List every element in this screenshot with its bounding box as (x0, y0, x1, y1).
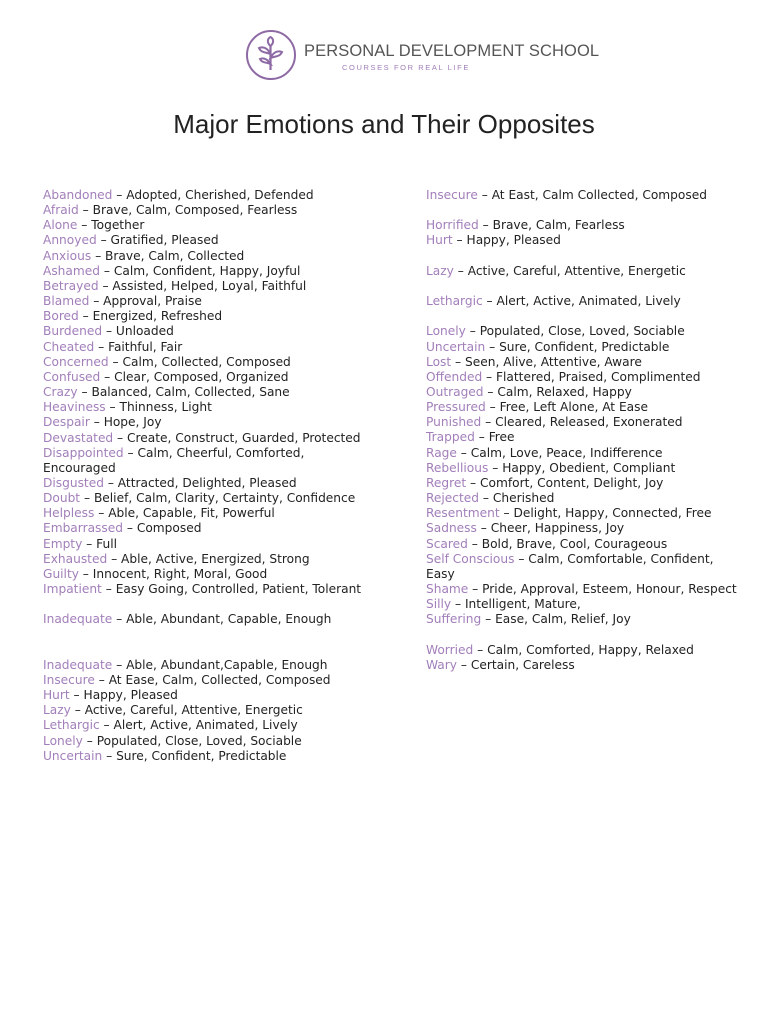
opposite-emotions: Composed (136, 521, 202, 536)
opposite-emotions: Unloaded (115, 324, 174, 339)
emotion-entry (43, 567, 393, 582)
opposite-emotions: Able, Abundant,Capable, Enough (126, 657, 328, 672)
emotion-entry (43, 673, 393, 688)
opposite-emotions: Alert, Active, Animated, Lively (496, 294, 681, 309)
opposite-emotions: Brave, Calm, Fearless (492, 218, 625, 233)
emotion-entry (426, 537, 768, 552)
emotion-word: Afraid (43, 203, 79, 218)
opposite-emotions: Bold, Brave, Cool, Courageous (481, 536, 668, 551)
emotion-entry (43, 688, 393, 703)
dash-separator: – (102, 324, 116, 339)
dash-separator: – (482, 369, 497, 384)
opposite-emotions: Assisted, Helped, Loyal, Faithful (112, 278, 307, 293)
dash-separator: – (485, 400, 500, 415)
opposite-emotions: Calm, Confident, Happy, Joyful (113, 263, 301, 278)
dash-separator: – (99, 718, 114, 733)
emotion-word: Concerned (43, 354, 109, 369)
dash-separator: – (102, 748, 117, 763)
emotion-word: Doubt (43, 491, 81, 506)
emotion-word: Anxious (43, 248, 92, 263)
emotion-word: Trapped (426, 430, 475, 445)
opposite-emotions: Free, Left Alone, At Ease (499, 400, 648, 415)
opposite-emotions: Pride, Approval, Esteem, Honour, Respect (482, 582, 737, 596)
dash-separator: – (451, 354, 466, 369)
emotion-word: Devastated (43, 430, 114, 445)
dash-separator: – (478, 218, 493, 233)
emotion-entry (43, 658, 393, 673)
dash-separator: – (94, 339, 109, 354)
dash-separator: – (69, 688, 84, 703)
dash-separator: – (465, 324, 480, 339)
emotion-word: Suffering (426, 612, 482, 627)
emotion-word: Disgusted (43, 475, 104, 490)
emotion-word: Self Conscious (426, 551, 515, 566)
emotion-entry (43, 521, 393, 536)
emotion-word: Resentment (426, 506, 500, 521)
opposite-emotions: Active, Careful, Attentive, Energetic (467, 263, 686, 278)
dash-separator: – (451, 597, 465, 612)
emotion-word: Annoyed (43, 233, 97, 248)
emotion-word: Abandoned (43, 188, 113, 202)
emotion-entry (426, 552, 768, 582)
emotion-entry (43, 734, 393, 749)
opposite-emotions: Cheer, Happiness, Joy (490, 521, 625, 536)
emotion-word: Lethargic (43, 718, 100, 733)
dash-separator: – (105, 400, 120, 415)
opposite-emotions: Create, Construct, Guarded, Protected (127, 430, 361, 445)
emotion-word: Lethargic (426, 294, 483, 309)
emotion-entry (426, 521, 768, 536)
emotion-word: Disappointed (43, 445, 124, 460)
opposite-emotions: Ease, Calm, Relief, Joy (495, 612, 631, 627)
emotion-entry (43, 552, 393, 567)
emotion-word: Guilty (43, 566, 79, 581)
logo-tagline: COURSES FOR REAL LIFE (342, 63, 470, 72)
emotion-entry (426, 264, 768, 279)
emotion-word: Lazy (43, 703, 71, 718)
emotion-entry (43, 446, 393, 476)
opposite-emotions: Calm, Cheerful, Comforted, (137, 445, 305, 460)
opposite-emotions: Brave, Calm, Collected (105, 248, 245, 263)
opposite-emotions: Calm, Collected, Composed (122, 354, 291, 369)
dash-separator: – (70, 703, 85, 718)
dash-separator: – (476, 521, 491, 536)
emotion-entry (43, 703, 393, 718)
emotion-entry (43, 249, 393, 264)
emotion-word: Ashamed (43, 263, 100, 278)
emotion-entry (426, 643, 768, 658)
dash-separator: – (456, 445, 471, 460)
emotion-entry (426, 233, 768, 248)
dash-separator: – (473, 642, 488, 657)
emotion-word: Lonely (43, 733, 83, 748)
emotion-word: Inadequate (43, 657, 113, 672)
dash-separator: – (452, 233, 467, 248)
opposite-emotions: Cleared, Released, Exonerated (495, 415, 683, 430)
dash-separator: – (479, 491, 493, 506)
emotion-word: Punished (426, 415, 482, 430)
opposite-emotions: Sure, Confident, Predictable (499, 339, 670, 354)
dash-separator: – (474, 430, 489, 445)
logo-name: PERSONAL DEVELOPMENT SCHOOL (304, 42, 600, 60)
opposite-emotions: Brave, Calm, Composed, Fearless (92, 203, 298, 218)
emotion-word: Inadequate (43, 612, 113, 627)
emotion-word: Alone (43, 218, 78, 233)
dash-separator: – (488, 460, 503, 475)
opposite-emotions: Gratified, Pleased (110, 233, 219, 248)
emotion-word: Embarrassed (43, 521, 123, 536)
emotion-entry (426, 476, 768, 491)
emotion-entry (43, 582, 393, 597)
opposite-emotions: Populated, Close, Loved, Sociable (479, 324, 685, 339)
emotion-entry (426, 491, 768, 506)
opposite-emotions: Cherished (492, 491, 555, 506)
dash-separator: – (77, 218, 92, 233)
emotion-entry (43, 355, 393, 370)
opposite-emotions: Flattered, Praised, Complimented (496, 369, 701, 384)
emotion-word: Bored (43, 309, 79, 324)
dash-separator: – (78, 203, 93, 218)
emotion-entry (43, 279, 393, 294)
emotion-word: Betrayed (43, 278, 99, 293)
emotion-word: Exhausted (43, 551, 108, 566)
dash-separator: – (94, 672, 109, 687)
opposite-emotions: Happy, Pleased (83, 688, 178, 703)
dash-separator: – (453, 263, 468, 278)
right-emotion-list (426, 188, 768, 673)
opposite-emotions: Adopted, Cherished, Defended (126, 188, 314, 202)
dash-separator: – (499, 506, 514, 521)
opposite-emotions: Happy, Pleased (466, 233, 561, 248)
emotion-entry (43, 400, 393, 415)
emotion-entry (43, 506, 393, 521)
emotion-entry (426, 294, 768, 309)
opposite-emotions: Belief, Calm, Clarity, Certainty, Confidence (93, 491, 356, 506)
dash-separator: – (482, 294, 497, 309)
dash-separator: – (100, 369, 115, 384)
dash-separator: – (98, 278, 113, 293)
emotion-entry (43, 612, 393, 627)
opposite-emotions: Alert, Active, Animated, Lively (113, 718, 298, 733)
emotion-word: Cheated (43, 339, 95, 354)
emotion-word: Confused (43, 369, 101, 384)
emotion-entry (43, 537, 393, 552)
emotion-entry (43, 476, 393, 491)
opposite-emotions: Thinness, Light (119, 400, 212, 415)
emotion-entry (43, 188, 393, 203)
emotion-entry (426, 324, 768, 339)
dash-separator: – (108, 354, 123, 369)
emotion-word: Scared (426, 536, 468, 551)
dash-separator: – (107, 551, 122, 566)
emotion-entry (426, 430, 768, 445)
emotion-word: Offended (426, 369, 483, 384)
dash-separator: – (101, 582, 116, 597)
emotion-word: Shame (426, 582, 469, 596)
emotion-word: Lost (426, 354, 452, 369)
plant-leaves-icon (246, 30, 296, 80)
emotion-word: Wary (426, 657, 457, 672)
emotion-entry (426, 340, 768, 355)
emotion-word: Uncertain (43, 748, 103, 763)
dash-separator: – (89, 415, 104, 430)
opposite-emotions: Calm, Comfortable, Confident, (528, 551, 714, 566)
emotion-entry (426, 582, 768, 597)
emotion-word: Empty (43, 536, 83, 551)
opposite-emotions: Balanced, Calm, Collected, Sane (91, 385, 290, 400)
opposite-emotions: Approval, Praise (103, 294, 202, 309)
dash-separator: – (467, 536, 482, 551)
dash-separator: – (456, 657, 471, 672)
emotion-entry (426, 385, 768, 400)
emotion-entry (43, 218, 393, 233)
emotion-word: Lazy (426, 263, 454, 278)
opposite-emotions: Certain, Careless (470, 657, 575, 672)
opposite-emotions: Energized, Refreshed (92, 309, 223, 324)
dash-separator: – (466, 475, 481, 490)
dash-separator: – (112, 657, 127, 672)
emotion-word: Insecure (43, 672, 95, 687)
emotion-entry (426, 218, 768, 233)
emotion-entry (426, 461, 768, 476)
emotion-word: Heaviness (43, 400, 106, 415)
logo (246, 28, 600, 88)
emotion-word: Impatient (43, 582, 102, 597)
opposite-emotions: Comfort, Content, Delight, Joy (480, 475, 664, 490)
opposite-emotions-continued: Easy (426, 566, 455, 581)
dash-separator: – (112, 188, 127, 202)
dash-separator: – (91, 248, 106, 263)
emotion-word: Horrified (426, 218, 479, 233)
emotion-entry (43, 491, 393, 506)
dash-separator: – (112, 612, 127, 627)
emotion-entry (426, 446, 768, 461)
left-emotion-list (43, 188, 393, 764)
emotion-entry (426, 506, 768, 521)
opposite-emotions: Calm, Relaxed, Happy (497, 384, 632, 399)
dash-separator: – (468, 582, 483, 596)
dash-separator: – (483, 384, 498, 399)
emotion-entry (43, 431, 393, 446)
opposite-emotions: Able, Capable, Fit, Powerful (108, 506, 275, 521)
opposite-emotions: Happy, Obedient, Compliant (502, 460, 676, 475)
opposite-emotions: Intelligent, Mature, (464, 597, 581, 612)
emotion-entry (426, 612, 768, 627)
emotion-entry (43, 749, 393, 764)
dash-separator: – (77, 385, 92, 400)
emotion-word: Rejected (426, 491, 480, 506)
opposite-emotions-continued: Encouraged (43, 460, 116, 475)
emotion-entry (426, 597, 768, 612)
dash-separator: – (123, 521, 137, 536)
emotion-word: Hurt (43, 688, 70, 703)
emotion-entry (43, 370, 393, 385)
emotion-word: Regret (426, 475, 467, 490)
dash-separator: – (89, 294, 104, 309)
emotion-entry (426, 370, 768, 385)
dash-separator: – (123, 445, 138, 460)
emotion-word: Uncertain (426, 339, 486, 354)
dash-separator: – (481, 612, 496, 627)
emotion-entry (43, 340, 393, 355)
opposite-emotions: Together (91, 218, 145, 233)
emotion-entry (426, 355, 768, 370)
dash-separator: – (477, 188, 492, 202)
emotion-word: Hurt (426, 233, 453, 248)
emotion-entry (43, 294, 393, 309)
emotion-entry (426, 400, 768, 415)
dash-separator: – (481, 415, 496, 430)
emotion-word: Outraged (426, 384, 484, 399)
opposite-emotions: Seen, Alive, Attentive, Aware (465, 354, 642, 369)
opposite-emotions: Calm, Comforted, Happy, Relaxed (487, 642, 694, 657)
opposite-emotions: Sure, Confident, Predictable (116, 748, 287, 763)
emotion-word: Rage (426, 445, 457, 460)
dash-separator: – (96, 233, 111, 248)
opposite-emotions: Clear, Composed, Organized (114, 369, 289, 384)
opposite-emotions: Innocent, Right, Moral, Good (92, 566, 268, 581)
opposite-emotions: Populated, Close, Loved, Sociable (96, 733, 302, 748)
emotion-word: Crazy (43, 385, 78, 400)
opposite-emotions: Able, Active, Energized, Strong (121, 551, 310, 566)
opposite-emotions: Able, Abundant, Capable, Enough (126, 612, 332, 627)
opposite-emotions: Easy Going, Controlled, Patient, Tolerant (115, 582, 362, 597)
emotion-word: Insecure (426, 188, 478, 202)
emotion-entry (43, 203, 393, 218)
page-title: Major Emotions and Their Opposites (173, 109, 595, 139)
emotion-word: Pressured (426, 400, 486, 415)
emotion-word: Worried (426, 642, 474, 657)
dash-separator: – (100, 263, 114, 278)
emotion-entry (426, 188, 768, 203)
dash-separator: – (82, 536, 97, 551)
emotion-word: Lonely (426, 324, 466, 339)
opposite-emotions: At Ease, Calm, Collected, Composed (108, 672, 331, 687)
dash-separator: – (113, 430, 128, 445)
emotion-entry (43, 233, 393, 248)
opposite-emotions: At East, Calm Collected, Composed (491, 188, 707, 202)
opposite-emotions: Hope, Joy (103, 415, 162, 430)
emotion-word: Burdened (43, 324, 103, 339)
emotion-entry (43, 324, 393, 339)
dash-separator: – (514, 551, 529, 566)
emotion-entry (426, 658, 768, 673)
emotion-entry (43, 415, 393, 430)
emotion-word: Sadness (426, 521, 477, 536)
emotion-entry (43, 309, 393, 324)
emotion-word: Despair (43, 415, 90, 430)
emotion-word: Helpless (43, 506, 95, 521)
emotion-entry (426, 415, 768, 430)
opposite-emotions: Attracted, Delighted, Pleased (117, 475, 297, 490)
opposite-emotions: Delight, Happy, Connected, Free (513, 506, 712, 521)
dash-separator: – (485, 339, 500, 354)
dash-separator: – (78, 566, 93, 581)
dash-separator: – (94, 506, 109, 521)
emotion-entry (43, 385, 393, 400)
emotion-entry (43, 718, 393, 733)
dash-separator: – (80, 491, 94, 506)
emotion-entry (43, 264, 393, 279)
dash-separator: – (82, 733, 97, 748)
opposite-emotions: Active, Careful, Attentive, Energetic (84, 703, 303, 718)
dash-separator: – (78, 309, 93, 324)
emotion-word: Blamed (43, 294, 90, 309)
opposite-emotions: Calm, Love, Peace, Indifference (470, 445, 663, 460)
emotion-word: Silly (426, 597, 452, 612)
emotion-word: Rebellious (426, 460, 489, 475)
opposite-emotions: Faithful, Fair (108, 339, 183, 354)
opposite-emotions: Free (488, 430, 515, 445)
opposite-emotions: Full (96, 536, 117, 551)
dash-separator: – (103, 475, 118, 490)
